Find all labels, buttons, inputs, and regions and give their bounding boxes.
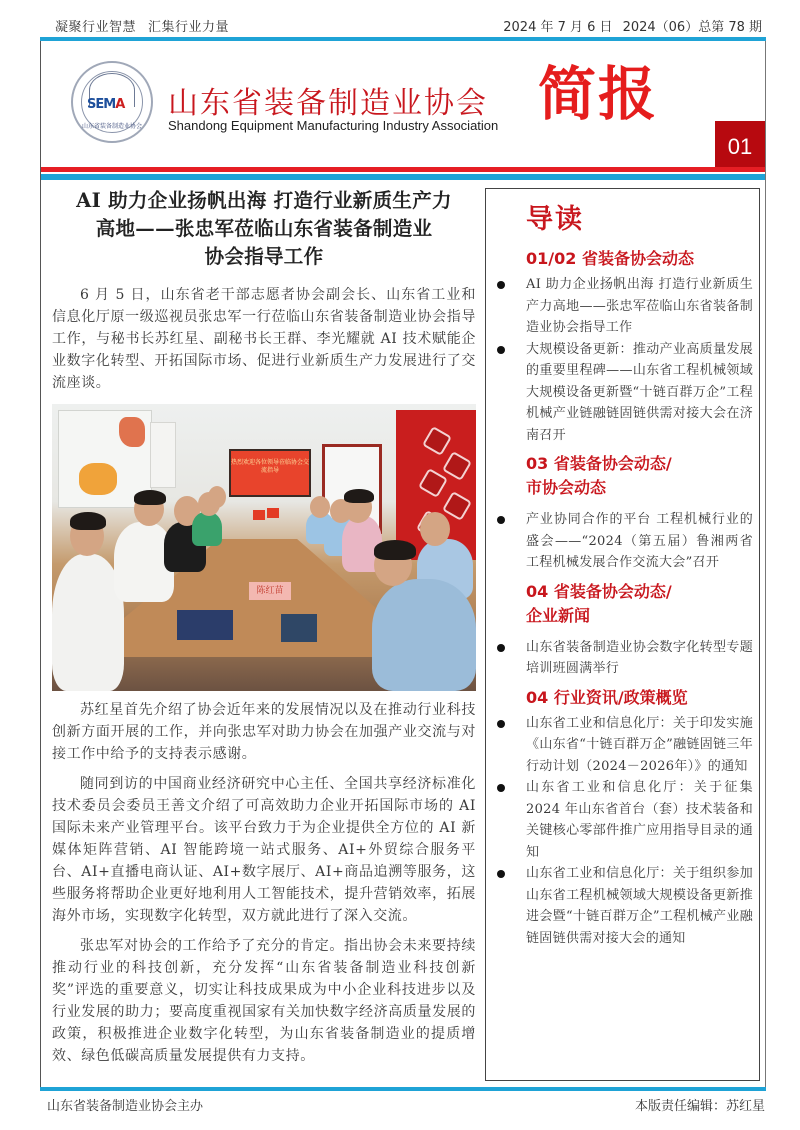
map-region xyxy=(119,417,145,447)
bullet-icon xyxy=(497,516,505,524)
page-number: 01 xyxy=(715,121,765,167)
issue-date: 2024 年 7 月 6 日 xyxy=(503,20,613,35)
section-title-line: 04 省装备协会动态/ xyxy=(526,581,672,601)
guide-list xyxy=(486,637,759,680)
slogan-part-1: 凝聚行业智慧 xyxy=(55,20,137,35)
guide-section xyxy=(486,686,759,950)
hex-tile xyxy=(442,491,472,521)
issue-number: 2024（06）总第 78 期 xyxy=(622,20,762,35)
footer-editor: 本版责任编辑：苏红星 xyxy=(634,1099,765,1114)
main-article xyxy=(52,180,476,1067)
person-head xyxy=(208,486,226,508)
person xyxy=(372,579,476,691)
wall-board xyxy=(150,422,176,488)
guide-section xyxy=(486,580,759,680)
article-paragraph: 随同到访的中国商业经济研究中心主任、全国共享经济标准化技术委员会委员王善文介绍了可高效助力企业开拓国际市场的 AI 国际未来产业管理平台。该平台致力于为企业提供全方位的 AI 新媒体矩阵营销、AI 智能跨境一站式服务、AI+外贸综合服务平台、AI+直播电商认证、AI+数字展厅、AI+商品追溯等服务，这些服务将帮助企业更好地利用人工智能技术，提升营销效率，拓展海外市场，实现数字化转型，双方就此进行了深入交流。 xyxy=(52,776,476,924)
nameplate: 陈红苗 xyxy=(249,582,291,600)
bullet-icon xyxy=(497,346,505,354)
guide-item[interactable] xyxy=(486,339,759,447)
guide-sections xyxy=(486,247,759,949)
association-logo-icon xyxy=(71,61,153,143)
guide-item-text: AI 助力企业扬帆出海 打造行业新质生产力高地——张忠军莅临山东省装备制造业协会指导工作 xyxy=(526,277,753,335)
bullet-icon xyxy=(497,281,505,289)
guide-item[interactable] xyxy=(486,509,759,574)
org-name-cn: 山东省装备制造业协会 xyxy=(168,86,488,121)
section-title-line: 企业新闻 xyxy=(526,605,591,625)
meeting-photo xyxy=(52,404,476,691)
guide-item[interactable] xyxy=(486,274,759,339)
publication-title: 简报 xyxy=(538,60,659,128)
guide-item-text: 山东省工业和信息化厅：关于组织参加山东省工程机械领域大规模设备更新推进会暨“十链百群万企”工程机械产业融链固链供需对接大会的通知 xyxy=(526,866,753,946)
guide-section xyxy=(486,452,759,574)
title-line-1: AI 助力企业扬帆出海 打造行业新质生产力 xyxy=(76,189,452,212)
article-paragraph: 6 月 5 日，山东省老干部志愿者协会副会长、山东省工业和信息化厅原一级巡视员张忠军一行莅临山东省装备制造业协会指导工作，与秘书长苏红星、副秘书长王群、李光耀就 AI 技术赋能企业数字化转型、开拓国际市场、促进行业新质生产力发展进行了交流座谈。 xyxy=(52,287,476,391)
footer-sponsor: 山东省装备制造业协会主办 xyxy=(47,1099,204,1114)
guide-list xyxy=(486,274,759,446)
guide-list xyxy=(486,713,759,950)
article-title xyxy=(52,187,476,271)
book xyxy=(177,610,233,640)
title-line-3: 协会指导工作 xyxy=(204,245,324,268)
logo-mark: SEMA xyxy=(87,97,125,112)
notebook xyxy=(281,614,317,642)
section-title-line: 03 省装备协会动态/ xyxy=(526,454,672,473)
flag-icon xyxy=(267,508,279,518)
guide-list xyxy=(486,509,759,574)
person-hair xyxy=(374,540,416,560)
logo-ring-text: 山东省装备制造业协会 xyxy=(81,123,142,130)
person-head xyxy=(420,512,450,546)
person xyxy=(192,512,222,546)
org-name-en: Shandong Equipment Manufacturing Industry Association xyxy=(168,118,499,133)
guide-title: 导读 xyxy=(526,204,584,235)
bullet-icon xyxy=(497,720,505,728)
person-head xyxy=(310,496,330,518)
guide-item[interactable] xyxy=(486,777,759,863)
slogan xyxy=(55,16,241,35)
flag-icon xyxy=(253,510,265,520)
person-hair xyxy=(70,512,106,530)
guide-item-text: 山东省工业和信息化厅：关于征集2024 年山东省首台（套）技术装备和关键核心零部件推广应用指导目录的通知 xyxy=(526,780,753,860)
bullet-icon xyxy=(497,644,505,652)
guide-section xyxy=(486,247,759,446)
article-paragraph: 张忠军对协会的工作给予了充分的肯定。指出协会未来要持续推动行业的科技创新，充分发挥“山东省装备制造业科技创新奖”评选的重要意义，切实让科技成果成为中小企业科技进步以及行业发展的助力；要高度重视国家有关加快数字经济高质量发展的政策，积极推进企业数字化转型，为山东省装备制造业的提质增效、绿色低碳高质量发展提供有力支持。 xyxy=(52,938,476,1064)
guide-item-text: 山东省工业和信息化厅：关于印发实施《山东省“十链百群万企”融链固链三年行动计划（2024－2026年）》的通知 xyxy=(526,715,753,774)
hex-tile xyxy=(418,468,448,498)
bottom-rule xyxy=(40,1087,766,1091)
guide-item-text: 山东省装备制造业协会数字化转型专题培训班圆满举行 xyxy=(526,639,753,676)
person-hair xyxy=(344,489,374,503)
guide-section-title: 01/02 省装备协会动态 xyxy=(526,249,694,268)
guide-box xyxy=(485,188,760,1081)
hex-tile xyxy=(422,426,452,456)
section-title-line: 市协会动态 xyxy=(526,478,607,497)
top-line xyxy=(55,14,762,34)
screen-text: 热烈欢迎各位领导莅临协会交流指导 xyxy=(231,459,310,474)
guide-item-text: 大规模设备更新：推动产业高质量发展的重要里程碑——山东省工程机械领域大规模设备更新暨“十链百群万企”工程机械产业链融链固链供需对接大会在济南召开 xyxy=(526,341,753,443)
issue-info xyxy=(493,16,762,35)
map-region xyxy=(79,463,117,495)
hex-tile xyxy=(442,451,472,481)
guide-section-title xyxy=(526,452,759,500)
guide-item[interactable] xyxy=(486,863,759,949)
guide-item-text: 产业协同合作的平台 工程机械行业的盛会——“2024（第五届）鲁湘两省工程机械发展合作交流大会”召开 xyxy=(526,512,753,570)
article-paragraph: 苏红星首先介绍了协会近年来的发展情况以及在推动行业科技创新方面开展的工作，并向张忠军对助力协会在加强产业交流与对接工作中给予的支持表示感谢。 xyxy=(52,702,476,762)
masthead xyxy=(41,41,765,167)
slogan-part-2: 汇集行业力量 xyxy=(148,20,230,35)
guide-item[interactable] xyxy=(486,637,759,680)
person-hair xyxy=(134,490,166,505)
title-line-2: 高地——张忠军莅临山东省装备制造业 xyxy=(95,217,433,240)
bullet-icon xyxy=(497,870,505,878)
guide-section-title xyxy=(526,580,759,628)
guide-item[interactable] xyxy=(486,713,759,778)
guide-section-title: 04 行业资讯/政策概览 xyxy=(526,687,688,707)
bullet-icon xyxy=(497,784,505,792)
welcome-screen xyxy=(229,449,311,497)
